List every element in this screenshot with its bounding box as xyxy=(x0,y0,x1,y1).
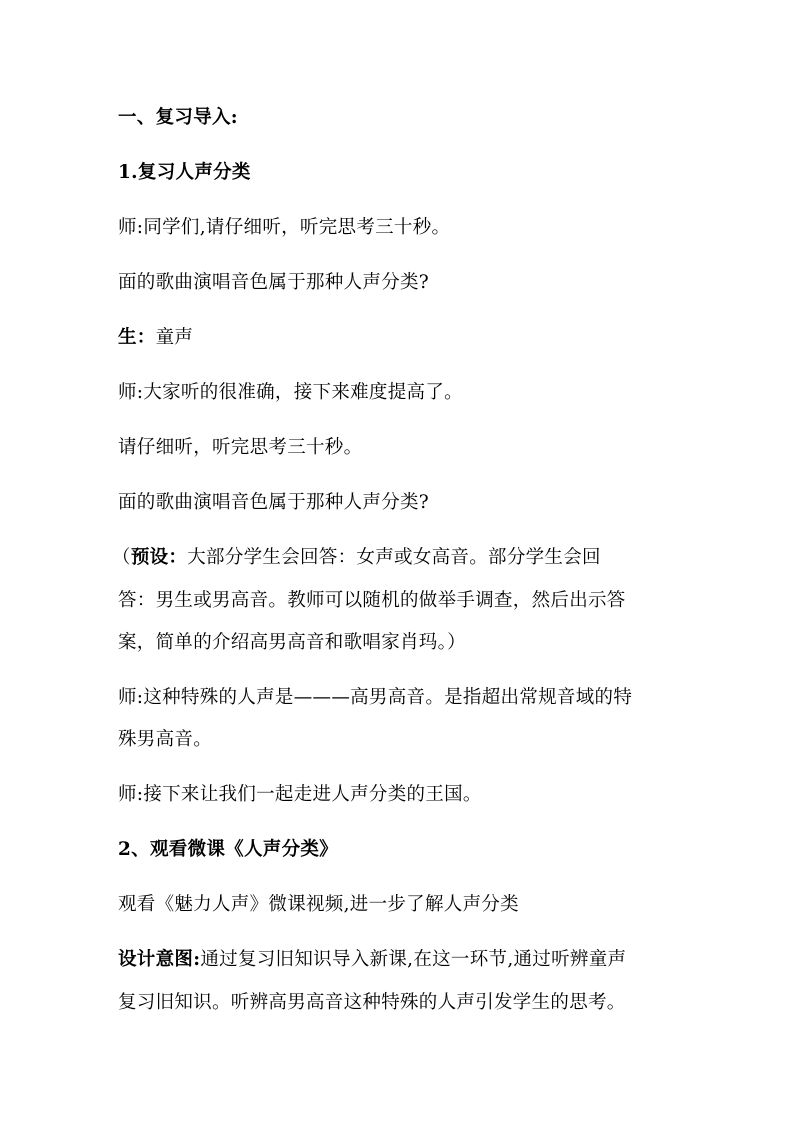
student-answer: 童声 xyxy=(155,327,194,348)
student-label: 生： xyxy=(118,327,156,348)
paragraph-design-intent-line1 xyxy=(118,948,626,972)
subheading-micro-lesson: 2、观看微课《人声分类》 xyxy=(118,839,338,860)
preset-label: 预设： xyxy=(130,547,188,568)
paragraph-student xyxy=(118,326,193,350)
paragraph-design-intent-line2: 复习旧知识。听辨高男高音这种特殊的人声引发学生的思考。 xyxy=(118,992,626,1013)
paragraph-preset-line3: 案，简单的介绍高男高音和歌唱家肖玛。） xyxy=(118,632,466,653)
paragraph-question-2: 面的歌曲演唱音色属于那种人声分类? xyxy=(118,492,430,513)
subheading-review-voice: 1.复习人声分类 xyxy=(118,162,251,183)
paragraph-teacher-3-line1: 师:这种特殊的人声是———高男高音。是指超出常规音域的特 xyxy=(118,687,633,708)
design-intent-text-1: 通过复习旧知识导入新课,在这一环节,通过听辨童声 xyxy=(200,949,627,970)
design-intent-label: 设计意图: xyxy=(118,949,201,970)
paragraph-preset-line2: 答：男生或男高音。教师可以随机的做举手调查，然后出示答 xyxy=(118,590,626,611)
paragraph-watch-video: 观看《魅力人声》微课视频,进一步了解人声分类 xyxy=(118,894,519,915)
preset-open-paren: （ xyxy=(112,547,131,568)
paragraph-listen: 请仔细听，听完思考三十秒。 xyxy=(118,437,363,458)
paragraph-preset-line1 xyxy=(112,546,601,570)
paragraph-teacher-2: 师:大家听的很准确，接下来难度提高了。 xyxy=(118,382,463,403)
paragraph-teacher-3-line2: 殊男高音。 xyxy=(118,729,213,750)
section-heading-review: 一、复习导入: xyxy=(118,107,238,128)
preset-text-1: 大部分学生会回答：女声或女高音。部分学生会回 xyxy=(187,547,601,568)
paragraph-teacher-4: 师:接下来让我们一起走进人声分类的王国。 xyxy=(118,784,482,805)
paragraph-teacher-1: 师:同学们,请仔细听，听完思考三十秒。 xyxy=(118,217,451,238)
paragraph-question-1: 面的歌曲演唱音色属于那种人声分类? xyxy=(118,272,430,293)
